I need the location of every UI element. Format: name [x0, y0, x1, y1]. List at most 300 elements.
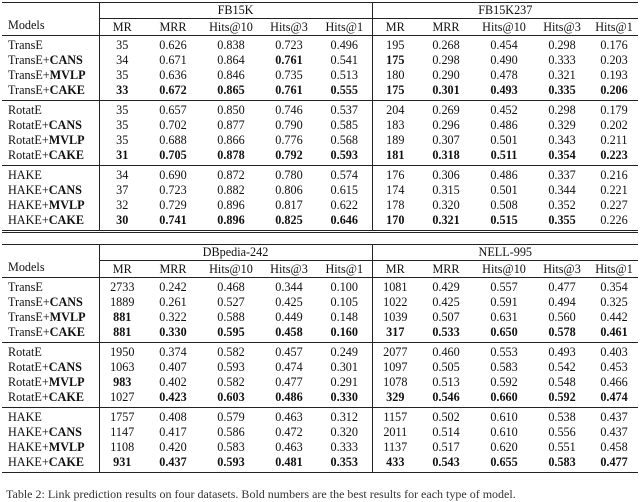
value-cell: 1147: [110, 425, 135, 439]
table-row: [2, 198, 638, 213]
value-cell: 33: [116, 83, 129, 97]
value-cell: 0.268: [418, 36, 474, 54]
value-cell: 0.330: [159, 325, 187, 339]
value-cell: 0.515: [490, 213, 518, 227]
value-cell: 0.593: [217, 455, 245, 469]
metric-header: MRR: [159, 261, 187, 276]
value-cell: 0.466: [600, 375, 628, 389]
table-row: [2, 390, 638, 408]
value-cell: 0.321: [432, 213, 460, 227]
value-cell: 0.583: [548, 455, 576, 469]
value-cell: 0.688: [159, 133, 187, 147]
value-cell: 1950: [99, 343, 145, 361]
value-cell: 0.702: [159, 118, 187, 132]
value-cell: 0.463: [261, 408, 317, 426]
value-cell: 0.478: [490, 68, 518, 82]
table-row: [2, 36, 638, 54]
value-cell: 0.502: [418, 408, 474, 426]
value-cell: 0.477: [275, 375, 303, 389]
value-cell: 0.343: [548, 133, 576, 147]
models-header: Models: [2, 3, 99, 36]
model-name-cell: [2, 343, 99, 361]
value-cell: 0.193: [600, 68, 628, 82]
value-cell: 0.355: [548, 213, 576, 227]
metric-header: Hits@10: [209, 261, 253, 276]
value-cell: 0.477: [534, 278, 590, 296]
value-cell: 0.882: [217, 183, 245, 197]
model-base: RotatE+: [8, 148, 49, 162]
value-cell: 189: [386, 133, 405, 147]
value-cell: 0.568: [317, 133, 372, 148]
value-cell: 0.538: [534, 408, 590, 426]
value-cell: 0.325: [600, 295, 628, 309]
value-cell: 0.543: [432, 455, 460, 469]
value-cell: 0.865: [217, 83, 245, 97]
value-cell: 931: [113, 455, 132, 469]
metric-header: MR: [112, 261, 132, 276]
value-cell: 0.593: [217, 360, 245, 374]
table-row: [2, 53, 638, 68]
value-cell: 0.735: [275, 68, 303, 82]
method-name: CANS: [48, 183, 82, 197]
value-cell: 983: [113, 375, 132, 389]
metric-header: MR: [385, 261, 405, 276]
table-row: [2, 213, 638, 232]
method-name: CAKE: [48, 213, 84, 227]
value-cell: 0.442: [600, 310, 628, 324]
value-cell: 0.553: [474, 343, 534, 361]
metric-header: Hits@1: [317, 19, 372, 36]
model-name-cell: [2, 213, 99, 232]
value-cell: 0.850: [201, 101, 261, 119]
model-base: TransE+: [8, 295, 50, 309]
value-cell: 0.541: [317, 53, 372, 68]
value-cell: 0.631: [490, 310, 518, 324]
value-cell: 0.660: [490, 390, 518, 404]
model-base: RotatE: [8, 345, 42, 359]
value-cell: 0.560: [548, 310, 576, 324]
model-name-cell: [2, 440, 99, 455]
method-name: CAKE: [48, 455, 84, 469]
metric-header: MR: [112, 19, 132, 34]
metric-header: MRR: [432, 19, 460, 34]
header-row-datasets: [2, 245, 638, 261]
value-cell: 0.579: [201, 408, 261, 426]
metric-header: Hits@1: [595, 261, 633, 276]
value-cell: 0.574: [317, 166, 372, 184]
dataset-header: NELL-995: [372, 245, 638, 261]
value-cell: 0.477: [600, 455, 628, 469]
value-cell: 0.878: [217, 148, 245, 162]
models-header: Models: [2, 245, 99, 278]
value-cell: 0.586: [217, 425, 245, 439]
model-base: HAKE+: [8, 198, 49, 212]
value-cell: 176: [372, 166, 418, 184]
value-cell: 0.723: [159, 183, 187, 197]
value-cell: 1027: [110, 390, 135, 404]
table-caption: Table 2: Link prediction results on four datasets. Bold numbers are the best results for each type of model.: [6, 487, 516, 501]
value-cell: 30: [116, 213, 129, 227]
method-name: CAKE: [49, 325, 85, 339]
model-name-cell: [2, 83, 99, 101]
value-cell: 0.511: [490, 148, 518, 162]
value-cell: 0.454: [474, 36, 534, 54]
model-name-cell: [2, 375, 99, 390]
value-cell: 0.690: [145, 166, 201, 184]
value-cell: 0.671: [159, 53, 187, 67]
value-cell: 0.329: [548, 118, 576, 132]
value-cell: 0.761: [275, 53, 303, 67]
value-cell: 0.542: [548, 360, 576, 374]
value-cell: 0.508: [490, 198, 518, 212]
value-cell: 0.315: [432, 183, 460, 197]
value-cell: 0.603: [217, 390, 245, 404]
metric-header: Hits@3: [543, 19, 581, 34]
table-row: [2, 360, 638, 375]
model-base: HAKE+: [8, 425, 49, 439]
table-row: [2, 101, 638, 119]
value-cell: 0.461: [600, 325, 628, 339]
metric-header: Hits@3: [270, 261, 308, 276]
model-base: RotatE+: [8, 360, 49, 374]
value-cell: 0.507: [432, 310, 460, 324]
model-base: RotatE+: [8, 118, 49, 132]
model-name-cell: [2, 425, 99, 440]
value-cell: 329: [386, 390, 405, 404]
value-cell: 0.402: [159, 375, 187, 389]
value-cell: 0.206: [600, 83, 628, 97]
value-cell: 1081: [372, 278, 418, 296]
value-cell: 0.249: [317, 343, 372, 361]
model-name-cell: [2, 68, 99, 83]
value-cell: 0.636: [159, 68, 187, 82]
value-cell: 0.610: [474, 408, 534, 426]
method-name: MVLP: [48, 198, 85, 212]
header-row-datasets: [2, 3, 638, 19]
value-cell: 0.490: [490, 53, 518, 67]
value-cell: 0.216: [590, 166, 638, 184]
value-cell: 0.825: [275, 213, 303, 227]
value-cell: 170: [386, 213, 405, 227]
method-name: MVLP: [48, 375, 85, 389]
value-cell: 2077: [372, 343, 418, 361]
value-cell: 1039: [383, 310, 408, 324]
value-cell: 0.537: [317, 101, 372, 119]
value-cell: 0.741: [159, 213, 187, 227]
value-cell: 0.806: [275, 183, 303, 197]
value-cell: 0.583: [490, 360, 518, 374]
model-base: HAKE+: [8, 213, 49, 227]
value-cell: 0.620: [490, 440, 518, 454]
value-cell: 0.333: [317, 440, 372, 455]
model-name-cell: [2, 390, 99, 408]
value-cell: 0.546: [432, 390, 460, 404]
value-cell: 0.335: [548, 83, 576, 97]
method-name: CANS: [49, 295, 83, 309]
value-cell: 0.672: [159, 83, 187, 97]
value-cell: 0.242: [145, 278, 201, 296]
value-cell: 0.425: [432, 295, 460, 309]
value-cell: 0.578: [548, 325, 576, 339]
method-name: CAKE: [49, 83, 85, 97]
method-name: CANS: [48, 425, 82, 439]
value-cell: 0.321: [548, 68, 576, 82]
value-cell: 0.437: [590, 408, 638, 426]
metric-header: MR: [385, 19, 405, 34]
value-cell: 0.761: [275, 83, 303, 97]
value-cell: 0.403: [590, 343, 638, 361]
value-cell: 0.657: [145, 101, 201, 119]
metric-header: Hits@3: [270, 19, 308, 34]
method-name: CANS: [49, 53, 83, 67]
value-cell: 183: [386, 118, 405, 132]
method-name: CANS: [48, 360, 82, 374]
value-cell: 174: [386, 183, 405, 197]
method-name: CANS: [48, 118, 82, 132]
value-cell: 0.226: [600, 213, 628, 227]
value-cell: 0.344: [548, 183, 576, 197]
value-cell: 1097: [383, 360, 408, 374]
table-row: [2, 310, 638, 325]
table-row: [2, 295, 638, 310]
model-name-cell: [2, 36, 99, 54]
value-cell: 0.591: [490, 295, 518, 309]
value-cell: 35: [116, 118, 129, 132]
value-cell: 0.557: [474, 278, 534, 296]
value-cell: 1157: [372, 408, 418, 426]
value-cell: 433: [386, 455, 405, 469]
value-cell: 0.582: [201, 343, 261, 361]
value-cell: 0.318: [432, 148, 460, 162]
value-cell: 34: [116, 53, 129, 67]
value-cell: 0.780: [261, 166, 317, 184]
value-cell: 0.610: [490, 425, 518, 439]
value-cell: 0.354: [548, 148, 576, 162]
value-cell: 0.407: [159, 360, 187, 374]
value-cell: 0.872: [201, 166, 261, 184]
model-base: RotatE+: [8, 133, 49, 147]
value-cell: 0.320: [317, 425, 372, 440]
value-cell: 35: [116, 68, 129, 82]
value-cell: 0.423: [159, 390, 187, 404]
value-cell: 1137: [383, 440, 408, 454]
results-table-dbpedia-nell: [2, 244, 638, 473]
value-cell: 0.468: [201, 278, 261, 296]
value-cell: 180: [386, 68, 405, 82]
model-name-cell: [2, 166, 99, 184]
method-name: MVLP: [48, 133, 85, 147]
value-cell: 0.437: [600, 425, 628, 439]
value-cell: 0.474: [600, 390, 628, 404]
value-cell: 0.593: [317, 148, 372, 166]
value-cell: 0.221: [600, 183, 628, 197]
model-base: TransE+: [8, 310, 50, 324]
value-cell: 0.105: [317, 295, 372, 310]
value-cell: 0.501: [490, 183, 518, 197]
method-name: MVLP: [49, 310, 86, 324]
model-base: HAKE: [8, 168, 42, 182]
value-cell: 0.449: [275, 310, 303, 324]
metric-header: Hits@10: [209, 19, 253, 34]
value-cell: 1063: [110, 360, 135, 374]
value-cell: 0.306: [418, 166, 474, 184]
value-cell: 0.227: [600, 198, 628, 212]
value-cell: 0.864: [217, 53, 245, 67]
method-name: CAKE: [48, 390, 84, 404]
model-base: TransE+: [8, 83, 50, 97]
value-cell: 1022: [383, 295, 408, 309]
value-cell: 178: [386, 198, 405, 212]
value-cell: 0.592: [548, 390, 576, 404]
value-cell: 0.846: [217, 68, 245, 82]
value-cell: 1889: [110, 295, 135, 309]
value-cell: 0.582: [217, 375, 245, 389]
method-name: MVLP: [49, 68, 86, 82]
model-name-cell: [2, 295, 99, 310]
value-cell: 1108: [110, 440, 135, 454]
value-cell: 0.291: [317, 375, 372, 390]
value-cell: 0.472: [275, 425, 303, 439]
value-cell: 0.514: [432, 425, 460, 439]
value-cell: 0.551: [548, 440, 576, 454]
value-cell: 0.650: [490, 325, 518, 339]
value-cell: 0.548: [548, 375, 576, 389]
value-cell: 0.866: [217, 133, 245, 147]
value-cell: 0.307: [432, 133, 460, 147]
value-cell: 0.896: [217, 213, 245, 227]
value-cell: 0.374: [145, 343, 201, 361]
table-row: [2, 455, 638, 473]
value-cell: 0.320: [432, 198, 460, 212]
metric-header: Hits@1: [595, 19, 633, 34]
value-cell: 195: [372, 36, 418, 54]
dataset-header: DBpedia-242: [99, 245, 372, 261]
value-cell: 0.420: [159, 440, 187, 454]
table-row: [2, 83, 638, 101]
value-cell: 881: [113, 325, 132, 339]
value-cell: 881: [113, 310, 132, 324]
value-cell: 0.555: [317, 83, 372, 101]
value-cell: 0.592: [490, 375, 518, 389]
value-cell: 0.458: [600, 440, 628, 454]
value-cell: 0.298: [534, 36, 590, 54]
model-base: RotatE+: [8, 390, 49, 404]
model-base: RotatE: [8, 103, 42, 117]
table-row: [2, 68, 638, 83]
method-name: MVLP: [48, 440, 85, 454]
value-cell: 0.792: [275, 148, 303, 162]
value-cell: 35: [99, 36, 145, 54]
value-cell: 0.203: [600, 53, 628, 67]
value-cell: 31: [116, 148, 129, 162]
model-name-cell: [2, 455, 99, 473]
value-cell: 0.458: [275, 325, 303, 339]
model-name-cell: [2, 360, 99, 375]
metric-header: Hits@1: [317, 261, 372, 278]
table-row: [2, 440, 638, 455]
value-cell: 0.877: [217, 118, 245, 132]
value-cell: 2011: [383, 425, 408, 439]
value-cell: 0.353: [317, 455, 372, 473]
value-cell: 0.585: [317, 118, 372, 133]
value-cell: 175: [386, 83, 405, 97]
value-cell: 32: [116, 198, 129, 212]
table-row: [2, 278, 638, 296]
value-cell: 2733: [99, 278, 145, 296]
table-row: [2, 408, 638, 426]
model-base: RotatE+: [8, 375, 49, 389]
value-cell: 0.330: [317, 390, 372, 408]
model-base: TransE: [8, 280, 43, 294]
model-name-cell: [2, 53, 99, 68]
value-cell: 0.269: [418, 101, 474, 119]
model-name-cell: [2, 118, 99, 133]
value-cell: 0.481: [275, 455, 303, 469]
value-cell: 0.179: [590, 101, 638, 119]
value-cell: 0.513: [432, 375, 460, 389]
model-base: TransE+: [8, 325, 50, 339]
value-cell: 1078: [383, 375, 408, 389]
value-cell: 0.501: [490, 133, 518, 147]
model-name-cell: [2, 148, 99, 166]
value-cell: 317: [386, 325, 405, 339]
model-name-cell: [2, 278, 99, 296]
value-cell: 0.486: [474, 166, 534, 184]
value-cell: 0.838: [201, 36, 261, 54]
value-cell: 0.337: [534, 166, 590, 184]
value-cell: 0.457: [261, 343, 317, 361]
value-cell: 0.408: [145, 408, 201, 426]
value-cell: 1757: [99, 408, 145, 426]
value-cell: 0.463: [275, 440, 303, 454]
value-cell: 0.486: [490, 118, 518, 132]
value-cell: 0.322: [159, 310, 187, 324]
value-cell: 0.615: [317, 183, 372, 198]
table-row: [2, 166, 638, 184]
table-row: [2, 183, 638, 198]
value-cell: 0.354: [590, 278, 638, 296]
metric-header: Hits@10: [482, 19, 526, 34]
value-cell: 0.474: [275, 360, 303, 374]
value-cell: 0.344: [261, 278, 317, 296]
value-cell: 204: [372, 101, 418, 119]
value-cell: 175: [386, 53, 405, 67]
value-cell: 0.160: [317, 325, 372, 343]
model-base: TransE+: [8, 53, 50, 67]
metric-header: Hits@3: [543, 261, 581, 276]
value-cell: 0.517: [432, 440, 460, 454]
value-cell: 0.261: [159, 295, 187, 309]
table-row: [2, 425, 638, 440]
value-cell: 0.223: [600, 148, 628, 162]
value-cell: 37: [116, 183, 129, 197]
value-cell: 0.655: [490, 455, 518, 469]
model-name-cell: [2, 101, 99, 119]
model-name-cell: [2, 408, 99, 426]
value-cell: 0.437: [159, 455, 187, 469]
dataset-header: FB15K237: [372, 3, 638, 19]
value-cell: 0.705: [159, 148, 187, 162]
value-cell: 0.513: [317, 68, 372, 83]
value-cell: 35: [116, 133, 129, 147]
results-table-fb15k: [2, 2, 638, 233]
value-cell: 181: [386, 148, 405, 162]
model-base: TransE: [8, 38, 43, 52]
value-cell: 0.452: [474, 101, 534, 119]
method-name: CAKE: [48, 148, 84, 162]
value-cell: 0.176: [590, 36, 638, 54]
table-row: [2, 343, 638, 361]
